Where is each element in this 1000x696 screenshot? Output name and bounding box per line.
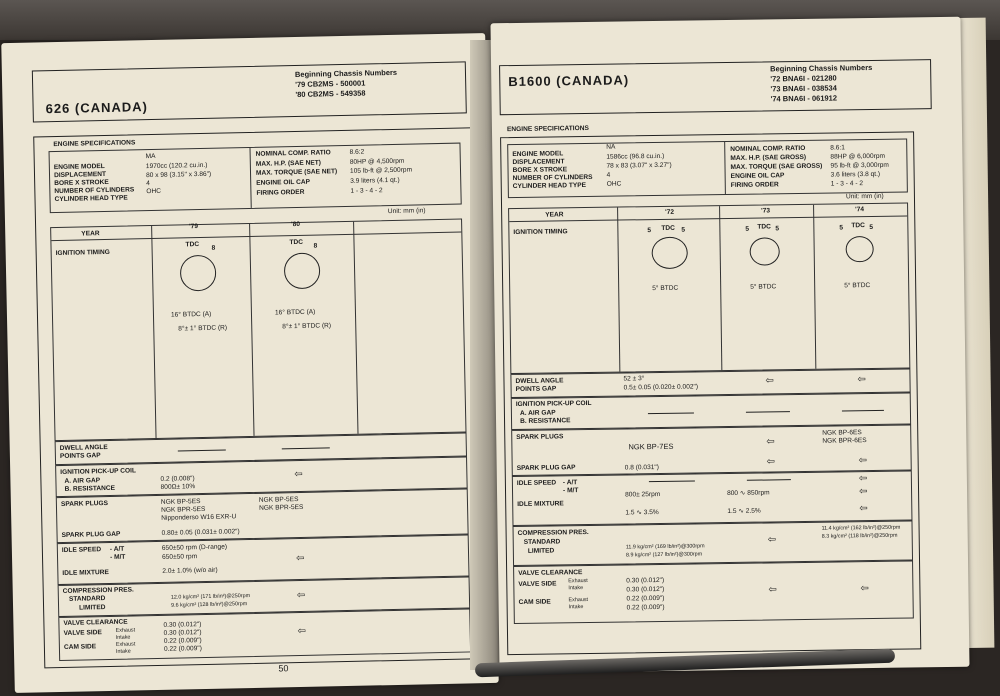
divider [509,216,907,223]
page-number: 50 [278,663,289,674]
spec-value: 4 [146,180,150,188]
timing-value: 5° BTDC [750,283,777,291]
cell-value: 0.22 (0.009") [626,594,665,603]
cell-value: 0.22 (0.009") [163,645,202,653]
spec-label: ENGINE OIL CAP [730,172,785,180]
timing-value: 16° BTDC (A) [274,308,316,317]
row-label: POINTS GAP [59,452,101,461]
year-col: '80 [291,220,301,229]
chassis-line: '73 BNA6I - 038534 [770,83,837,94]
tdc-mark: 5 [745,225,750,233]
cell-value: 0.22 (0.009") [626,603,665,612]
row-label: A. AIR GAP [64,477,101,485]
same-as-left-arrow-icon: ⇦ [766,436,775,448]
cell-value: 800 ∿ 850rpm [727,489,770,498]
year-col: '72 [665,208,675,216]
cell-value: 0.30 (0.012") [626,585,665,594]
spec-label: MAX. TORQUE (SAE NET) [255,168,338,177]
left-header-box [32,61,467,122]
row-label: B. RESISTANCE [64,484,116,493]
cell-value: NGK BP-5ES [160,498,201,506]
same-as-left-arrow-icon: ⇦ [858,455,868,467]
not-applicable-dash [747,479,791,481]
timing-value: 5° BTDC [652,284,679,293]
cell-value: 0.80± 0.05 (0.031± 0.002") [161,528,240,537]
cell-value: 8.3 kg/cm² (118 lb/in²)@250rpm [821,532,898,540]
tdc-label: TDC [185,241,200,249]
cell-value: 1.5 ∿ 2.5% [727,507,761,516]
cell-value: NGK BP-6ES [822,429,862,437]
spec-value: MA [145,152,156,161]
divider [353,222,358,434]
row-label: DWELL ANGLE [515,377,564,385]
same-as-left-arrow-icon: ⇦ [858,473,868,485]
timing-value: 8°± 1° BTDC (R) [282,322,332,331]
spec-label: ENGINE MODEL [512,150,564,159]
same-as-left-arrow-icon: ⇦ [768,584,777,596]
divider [719,206,722,370]
spec-value: 1 - 3 - 4 - 2 [350,187,383,195]
row-label: POINTS GAP [515,385,557,393]
tdc-mark: 8 [211,244,216,252]
cell-value: NGK BP-7ES [628,441,674,452]
spec-label: DISPLACEMENT [53,170,107,180]
unit-label: Unit: mm (in) [387,207,426,216]
tdc-mark: 5 [869,223,874,232]
cell-value: NGK BPR-5ES [160,505,206,514]
row-label: IDLE SPEED [516,479,557,487]
cell-value: 8.9 kg/cm² (127 lb/in²)@300rpm [625,551,703,559]
spec-value: 105 lb-ft @ 2,500rpm [349,166,413,175]
page-title: B1600 (CANADA) [508,72,630,90]
not-applicable-dash [842,410,884,412]
cell-value: 0.5± 0.05 (0.020± 0.002") [623,383,699,392]
ignition-block [50,219,466,442]
tdc-label: TDC [851,222,865,230]
spec-label: NUMBER OF CYLINDERS [54,186,135,196]
timing-marks-icon [845,236,873,262]
same-as-left-arrow-icon: ⇦ [858,486,868,498]
row-label: A. AIR GAP [519,409,556,417]
cell-value: NGK BPR-6ES [822,437,867,445]
row-label: - M/T [562,487,579,495]
engine-specs-box [49,139,462,214]
row-label: IGNITION PICK-UP COIL [515,399,592,408]
left-page [1,33,499,693]
ignition-block [508,203,910,375]
tdc-mark: 5 [681,226,686,234]
same-as-left-arrow-icon: ⇦ [767,534,777,546]
timing-marks-icon [651,237,687,269]
cell-value: 0.2 (0.008") [160,475,195,483]
same-as-left-arrow-icon: ⇦ [297,625,307,638]
row-label: VALVE CLEARANCE [518,569,583,577]
row-label: IDLE MIXTURE [517,500,564,508]
not-applicable-dash [282,447,330,449]
right-page [490,17,969,673]
row-label: STANDARD [68,595,106,603]
cell-value: 0.30 (0.012") [626,576,665,585]
tdc-mark: 5 [775,225,780,233]
spec-value: 78 x 83 (3.07" x 3.27") [606,161,672,170]
valve-row [58,608,471,661]
spec-label: BORE X STROKE [54,178,109,188]
spec-value: 8.6:2 [349,148,365,156]
spec-value: OHC [146,187,162,196]
year-col: '79 [189,223,199,231]
cell-value: 2.0± 1.0% (w/o air) [162,566,218,575]
row-label: - A/T [562,479,578,487]
spec-value: 88HP @ 6,000rpm [830,152,886,161]
left-spec-table [33,127,486,668]
cell-value: 800Ω± 10% [160,483,196,491]
spec-label: DISPLACEMENT [512,158,565,167]
row-label: SPARK PLUG GAP [61,530,121,539]
divider [249,224,254,436]
cell-value: Nipponderso W16 EXR-U [161,513,237,522]
timing-value: 8°± 1° BTDC (R) [178,324,228,333]
spec-label: NOMINAL COMP. RATIO [255,149,331,158]
row-label: Exhaust [115,627,136,634]
spec-value: OHC [606,180,622,188]
spark-row [511,424,912,476]
divider [51,232,461,242]
spec-value: 1970cc (120.2 cu.in.) [145,161,208,171]
cell-value: NGK BPR-5ES [258,503,304,512]
same-as-left-arrow-icon: ⇦ [857,374,866,386]
same-as-left-arrow-icon: ⇦ [766,456,776,468]
row-label: Intake [568,585,584,592]
idle-row [512,470,913,526]
row-label: Exhaust [568,578,588,585]
tdc-mark: 5 [647,227,652,235]
not-applicable-dash [649,481,695,483]
valve-row [513,560,914,624]
cell-value: 0.30 (0.012") [163,621,202,629]
row-label: Intake [115,648,131,655]
cell-value: 11.4 kg/cm² (162 lb/in²)@250rpm [821,524,901,532]
row-label: CAM SIDE [63,643,97,651]
row-label: COMPRESSION PRES. [62,586,134,595]
cell-value: 800± 25rpm [625,490,661,499]
year-label: YEAR [81,230,100,238]
ignition-label: IGNITION TIMING [513,228,568,237]
row-label: IDLE SPEED [61,546,102,554]
timing-value: 5° BTDC [844,282,871,290]
spec-label: MAX. TORQUE (SAE GROSS) [730,162,823,171]
spec-label: MAX. H.P. (SAE NET) [255,159,321,168]
tdc-label: TDC [661,224,675,232]
row-label: LIMITED [527,547,555,555]
same-as-left-arrow-icon: ⇦ [296,589,306,602]
timing-value: 16° BTDC (A) [170,310,212,319]
spec-label: FIRING ORDER [256,188,305,197]
right-spec-table [500,124,921,655]
year-label: YEAR [545,211,564,219]
cell-value: 11.9 kg/cm² (169 lb/in²)@300rpm [625,543,705,551]
not-applicable-dash [648,413,694,415]
spec-label: BORE X STROKE [512,166,568,175]
divider [249,148,251,208]
timing-marks-icon [284,253,321,290]
spec-label: FIRING ORDER [730,181,779,189]
spec-value: 80 x 98 (3.15" x 3.86") [145,170,212,180]
divider [151,226,156,438]
spec-label: CYLINDER HEAD TYPE [54,194,128,204]
cell-value: 650±50 rpm (D-range) [161,543,228,552]
same-as-left-arrow-icon: ⇦ [765,375,774,387]
row-label: Exhaust [115,641,136,648]
same-as-left-arrow-icon: ⇦ [294,468,303,481]
same-as-left-arrow-icon: ⇦ [295,552,305,565]
spec-heading: ENGINE SPECIFICATIONS [506,124,589,134]
row-label: COMPRESSION PRES. [517,528,589,537]
row-label: SPARK PLUG GAP [516,464,576,472]
cell-value: NGK BP-5ES [258,496,299,504]
same-as-left-arrow-icon: ⇦ [860,583,869,595]
row-label: Exhaust [568,597,589,604]
divider [617,208,620,372]
chassis-block [295,68,398,100]
page-title: 626 (CANADA) [45,99,149,117]
row-label: VALVE SIDE [518,580,557,588]
tdc-mark: 8 [313,242,318,250]
cell-value: 9.6 kg/cm² (128 lb/in²)@250rpm [171,601,248,609]
cell-value: 0.22 (0.009") [163,637,202,645]
cell-value: 1.5 ∿ 3.5% [625,509,659,517]
row-label: SPARK PLUGS [60,500,109,508]
row-label: SPARK PLUGS [516,433,564,441]
timing-marks-icon [180,255,217,292]
chassis-line: '74 BNA6I - 061912 [770,93,838,104]
tdc-mark: 5 [839,224,844,232]
spec-label: ENGINE MODEL [53,162,105,172]
row-label: Intake [568,604,584,611]
row-label: CAM SIDE [518,598,551,606]
chassis-heading: Beginning Chassis Numbers [770,62,873,74]
same-as-left-arrow-icon: ⇦ [859,503,868,515]
not-applicable-dash [178,450,226,452]
row-label: IGNITION PICK-UP COIL [60,467,137,476]
spec-label: NOMINAL COMP. RATIO [730,144,806,153]
cell-value: 0.30 (0.012") [163,629,202,637]
spec-value: 3.6 liters (3.8 qt.) [830,170,881,179]
row-label: STANDARD [523,538,561,546]
not-applicable-dash [746,411,790,413]
cell-value: 0.8 (0.031") [624,464,659,472]
spec-value: 1586cc (96.8 cu.in.) [606,152,665,161]
chassis-line: '79 CB2MS - 500001 [295,78,366,89]
row-label: DWELL ANGLE [59,443,108,453]
chassis-line: '80 CB2MS - 549358 [295,88,366,99]
spec-value: 8.6:1 [830,144,845,152]
row-label: - A/T [109,545,125,553]
spec-label: NUMBER OF CYLINDERS [512,173,593,183]
ignition-label: IGNITION TIMING [55,248,110,258]
engine-specs-box [507,139,908,199]
row-label: B. RESISTANCE [519,417,571,425]
spec-heading: ENGINE SPECIFICATIONS [53,139,136,149]
divider [813,205,816,369]
spec-value: NA [606,143,616,151]
spec-value: 95 lb-ft @ 3,000rpm [830,161,889,170]
chassis-block [770,63,873,104]
timing-marks-icon [750,237,780,265]
row-label: IDLE MIXTURE [62,569,109,577]
chassis-line: '72 BNA6I - 021280 [770,73,837,84]
row-label: VALVE SIDE [63,629,102,637]
divider [724,142,726,194]
spec-value: 3.9 liters (4.1 qt.) [350,176,400,185]
cell-value: 650±50 rpm [161,553,198,561]
chassis-heading: Beginning Chassis Numbers [294,67,398,79]
spec-label: ENGINE OIL CAP [256,178,311,187]
spec-label: CYLINDER HEAD TYPE [512,181,587,191]
right-header-box [499,59,932,115]
spec-value: 80HP @ 4,500rpm [349,157,405,166]
spec-label: MAX. H.P. (SAE GROSS) [730,153,807,162]
row-label: VALVE CLEARANCE [63,618,128,627]
year-col: '73 [761,207,771,215]
row-label: LIMITED [79,604,106,612]
compression-row [513,520,914,566]
cell-value: 52 ± 3° [623,375,645,383]
tdc-label: TDC [289,238,304,247]
unit-label: Unit: mm (in) [845,192,884,201]
year-col: '74 [855,206,865,214]
spec-value: 1 - 3 - 4 - 2 [830,180,864,188]
tdc-label: TDC [757,223,771,231]
row-label: - M/T [109,553,126,561]
spec-value: 4 [606,171,611,179]
cell-value: 12.0 kg/cm² (171 lb/in²)@250rpm [170,593,251,601]
row-label: Intake [115,634,131,641]
